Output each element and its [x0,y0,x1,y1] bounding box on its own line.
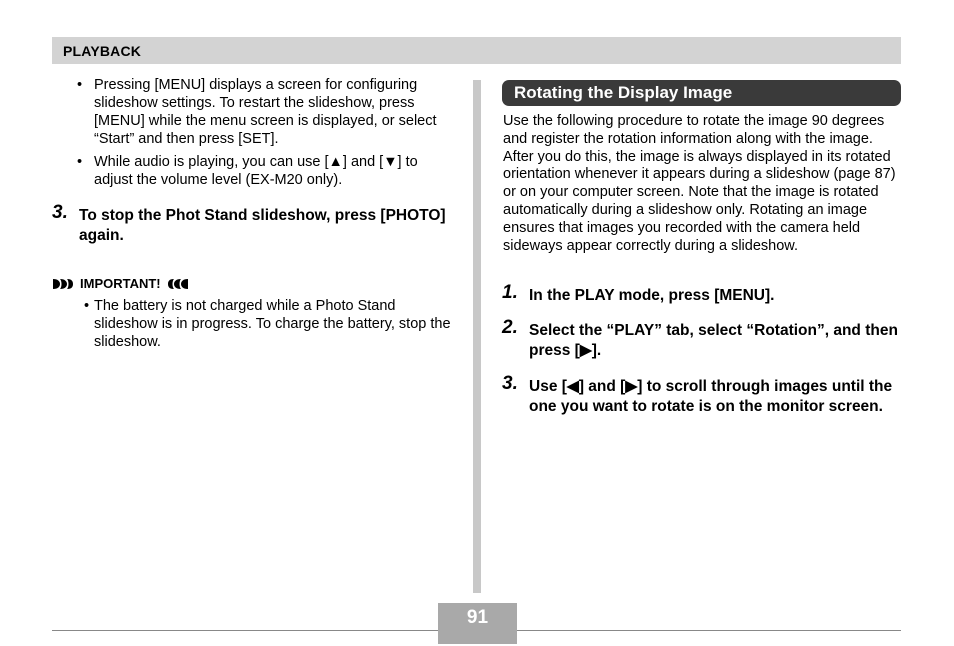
intro-paragraph: Use the following procedure to rotate the image 90 degrees and register the rotation information along with the image. After you do this, the image is always displayed in its rotated orientation whenever it appears during a slideshow (page 87) or on your computer screen. Note that the image is rotated automatically during a slideshow only. Rotating an image ensures that images you recorded with the camera held sideways appear correctly during a slideshow. [503,113,896,254]
list-item [52,297,452,351]
step-2 [502,317,902,361]
left-column [52,76,452,351]
bullet-icon: • [77,154,83,170]
page-number-box [438,603,517,644]
section-title-bar [502,80,901,106]
step-1 [502,282,902,306]
bullet-text: While audio is playing, you can use [▲] and [▼] to adjust the volume level (EX-M20 only). [94,154,418,188]
step-3 [502,373,902,417]
step-text: To stop the Phot Stand slideshow, press [PHOTO] again. [79,207,446,244]
section-title: Rotating the Display Image [514,83,733,102]
step-3 [52,202,452,246]
important-label: IMPORTANT! [80,276,161,291]
step-number: 2. [502,317,518,339]
page-number: 91 [466,607,489,628]
bullet-icon: • [84,298,90,314]
bullet-text: Pressing [MENU] displays a screen for configuring slideshow settings. To restart the slideshow, press [MENU] while the menu screen is displayed, or select “Start” and then press [SET]. [94,77,437,147]
step-text: Select the “PLAY” tab, select “Rotation”, and then press [▶]. [529,322,898,360]
important-heading [52,276,452,291]
step-number: 1. [502,282,518,304]
section-header-bar [52,37,901,64]
important-list [52,297,452,351]
important-note [52,276,452,351]
important-text: The battery is not charged while a Photo Stand slideshow is in progress. To charge the battery, stop the slideshow. [94,298,451,350]
step-text: Use [◀] and [▶] to scroll through images until the one you want to rotate is on the monitor screen. [529,378,893,416]
step-text: In the PLAY mode, press [MENU]. [529,287,775,305]
bullet-icon: • [77,77,83,93]
section-header-label: PLAYBACK [63,43,142,59]
bullet-list [52,76,452,189]
step-number: 3. [502,373,518,395]
list-item [52,76,452,148]
list-item [52,153,452,189]
step-number: 3. [52,202,68,223]
column-divider [473,80,481,593]
important-marker-right-icon [167,278,189,290]
right-column [502,80,902,417]
important-marker-left-icon [52,278,74,290]
